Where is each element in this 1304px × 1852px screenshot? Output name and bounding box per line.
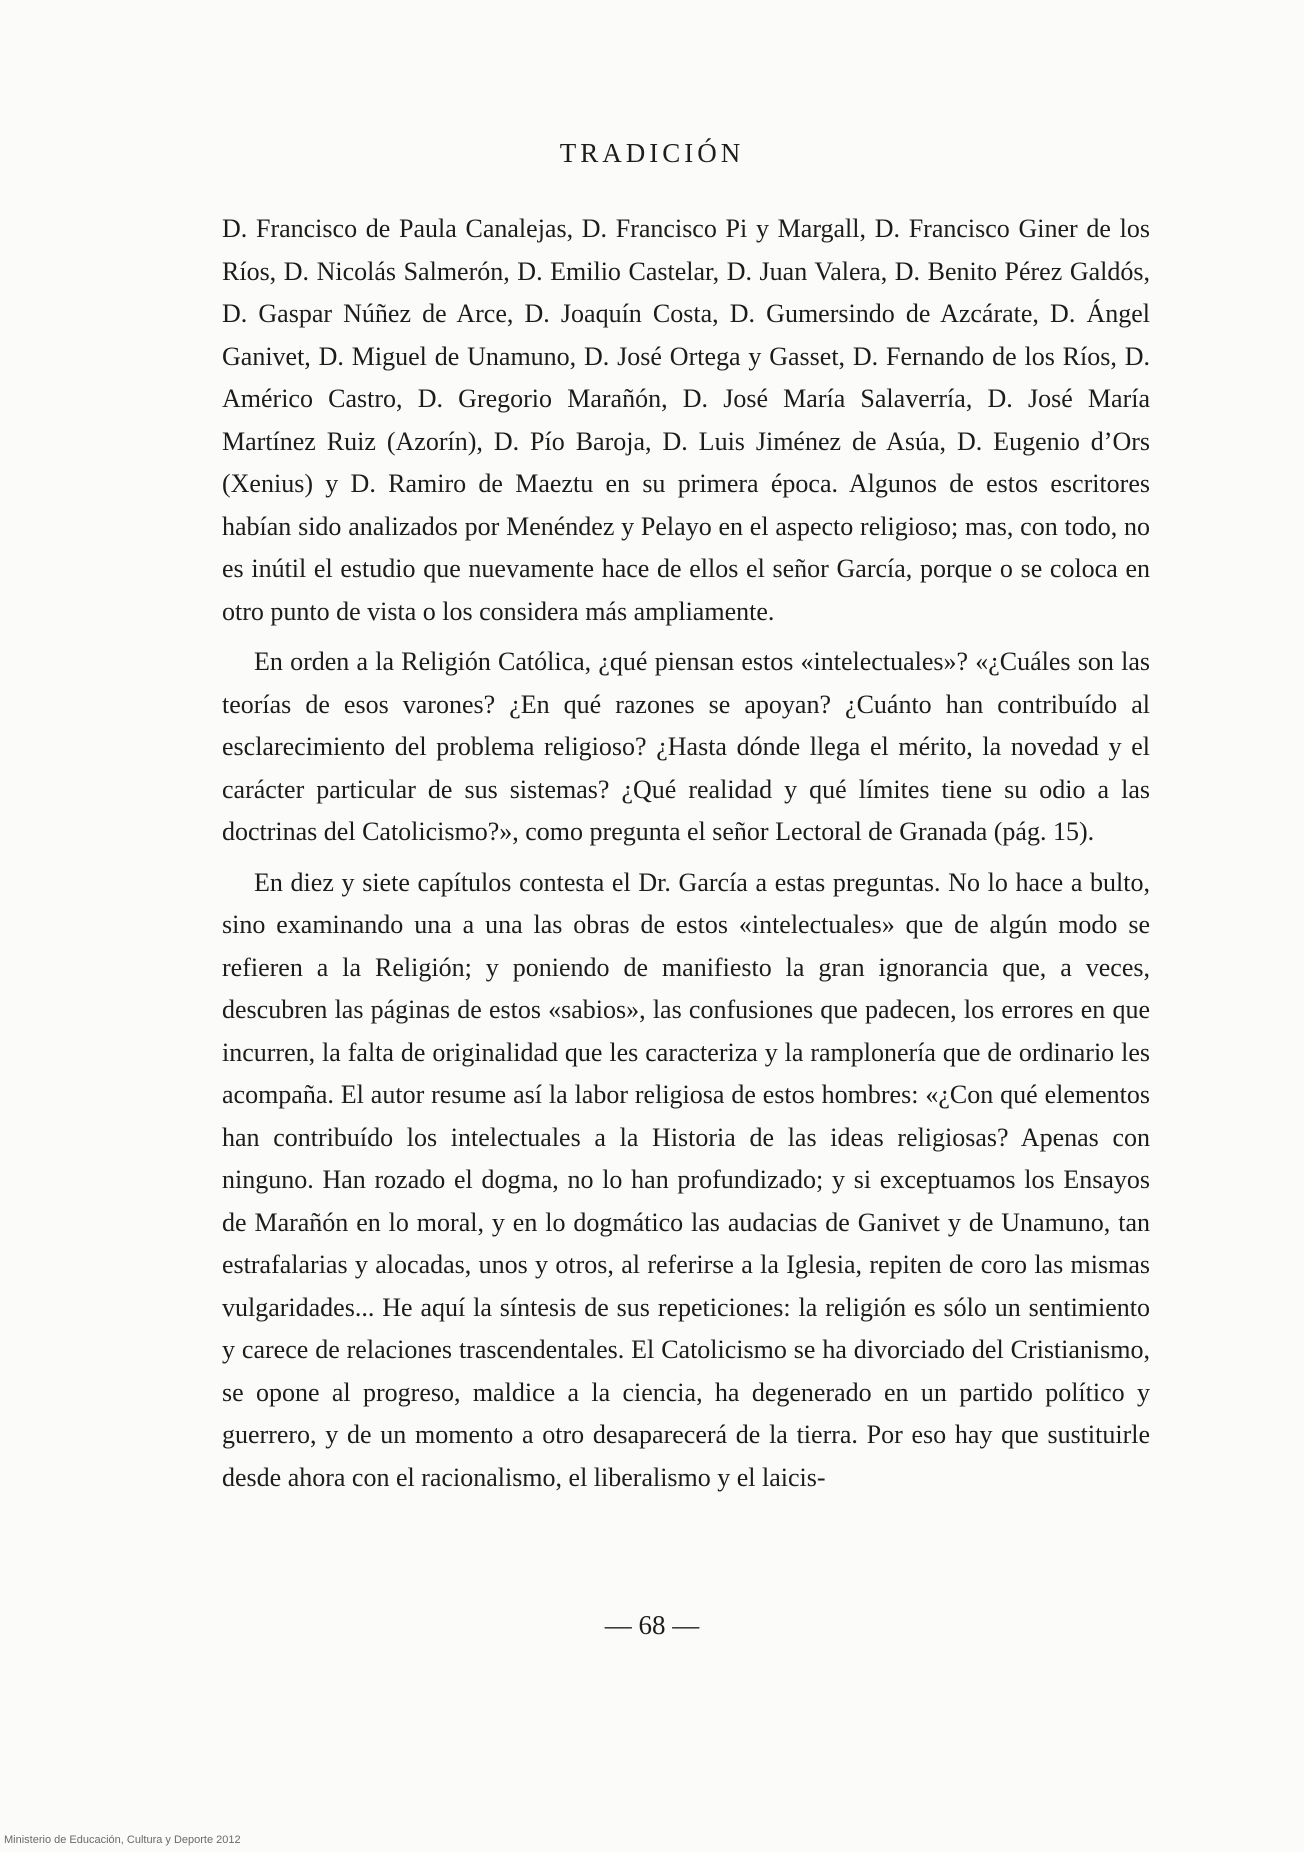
paragraph-1: D. Francisco de Paula Canalejas, D. Francisco Pi y Margall, D. Francisco Giner de los Ríos, D. Nicolás Salmerón, D. Emilio Castelar, D. Juan Valera, D. Benito Pérez Galdós, D. Gaspar Núñez de Arce, D. Joaquín Costa, D. Gumersindo de Azcárate, D. Ángel Ganivet, D. Miguel de Unamuno, D. José Ortega y Gasset, D. Fernando de los Ríos, D. Américo Castro, D. Gregorio Marañón, D. José María Salaverría, D. José María Martínez Ruiz (Azorín), D. Pío Baroja, D. Luis Jiménez de Asúa, D. Eugenio d’Ors (Xenius) y D. Ramiro de Maeztu en su primera época. Algunos de estos escritores habían sido analizados por Menéndez y Pelayo en el aspecto religioso; mas, con todo, no es inútil el estudio que nuevamente hace de ellos el señor García, porque o se coloca en otro punto de vista o los considera más ampliamente. [222,214,1150,626]
paragraph-3: En diez y siete capítulos contesta el Dr. García a estas preguntas. No lo hace a bulto, sino examinando una a una las obras de estos «intelectuales» que de algún modo se refieren a la Religión; y poniendo de manifiesto la gran ignorancia que, a veces, descubren las páginas de estos «sabios», las confusiones que padecen, los errores en que incurren, la falta de originalidad que les caracteriza y la ramplonería que de ordinario les acompaña. El autor resume así la labor religiosa de estos hombres: «¿Con qué elementos han contribuído los intelectuales a la Historia de las ideas religiosas? Apenas con ninguno. Han rozado el dogma, no lo han profundizado; y si exceptuamos los Ensayos de Marañón en lo moral, y en lo dogmático las audacias de Ganivet y de Unamuno, tan estrafalarias y alocadas, unos y otros, al referirse a la Iglesia, repiten de coro las mismas vulgaridades... He aquí la síntesis de sus repeticiones: la religión es sólo un sentimiento y carece de relaciones trascendentales. El Catolicismo se ha divorciado del Cristianismo, se opone al progreso, maldice a la ciencia, ha degenerado en un partido político y guerrero, y de un momento a otro desaparecerá de la tierra. Por eso hay que sustituirle desde ahora con el racionalismo, el liberalismo y el laicis- [222,867,1150,1492]
footer-credit: Ministerio de Educación, Cultura y Deporte 2012 [4,1834,241,1846]
running-header-title: TRADICIÓN [559,138,745,168]
paragraph-2: En orden a la Religión Católica, ¿qué piensan estos «intelectuales»? «¿Cuáles son las teorías de esos varones? ¿En qué razones se apoyan? ¿Cuánto han contribuído al esclarecimiento del problema religioso? ¿Hasta dónde llega el mérito, la novedad y el carácter particular de sus sistemas? ¿Qué realidad y qué límites tiene su odio a las doctrinas del Catolicismo?», como pregunta el señor Lectoral de Granada (pág. 15). [222,647,1150,846]
page-number: — 68 — [604,1610,700,1640]
body-text [222,208,1150,1499]
